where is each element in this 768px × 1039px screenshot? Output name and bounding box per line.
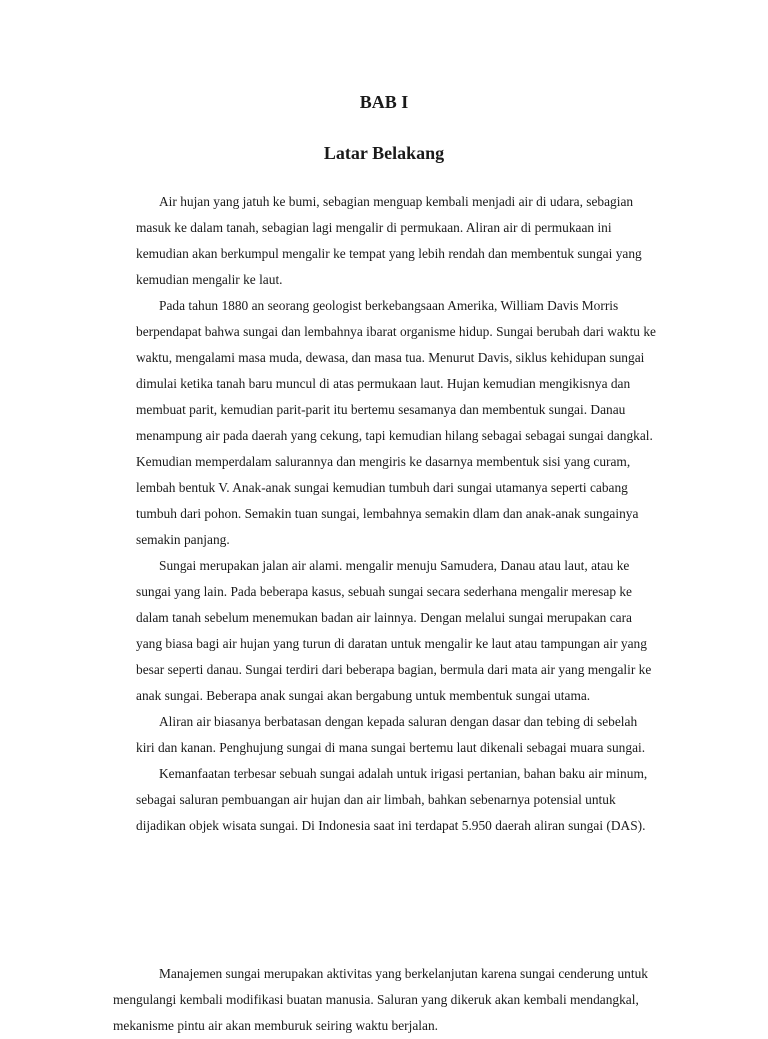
chapter-number: BAB I bbox=[359, 92, 409, 112]
paragraph-5: Kemanfaatan terbesar sebuah sungai adalah untuk irigasi pertanian, bahan baku air minum, sebagai saluran pembuangan air hujan dan air limbah, bahkan sebenarnya potensial untuk dijadikan objek wisata sungai. Di Indonesia saat ini terdapat 5.950 daerah aliran sungai (DAS). bbox=[136, 766, 648, 833]
paragraph-3: Sungai merupakan jalan air alami. mengalir menuju Samudera, Danau atau laut, atau ke sungai yang lain. Pada beberapa kasus, sebuah sungai secara sederhana mengalir meresap ke dalam tanah sebelum menemukan badan air lainnya. Dengan melalui sungai merupakan cara yang biasa bagi air hujan yang turun di daratan untuk mengalir ke laut atau tampungan air yang besar seperti danau. Sungai terdiri dari beberapa bagian, bermula dari mata air yang mengalir ke anak sungai. Beberapa anak sungai akan bergabung untuk membentuk sungai utama. bbox=[136, 558, 652, 703]
paragraph-1: Air hujan yang jatuh ke bumi, sebagian menguap kembali menjadi air di udara, sebagian masuk ke dalam tanah, sebagian lagi mengalir di permukaan. Aliran air di permukaan ini kemudian akan berkumpul mengalir ke tempat yang lebih rendah dan membentuk sungai yang kemudian mengalir ke laut. bbox=[136, 194, 642, 287]
section-heading: Latar Belakang bbox=[323, 143, 445, 163]
paragraph-6: Manajemen sungai merupakan aktivitas yang berkelanjutan karena sungai cenderung untuk mengulangi kembali modifikasi buatan manusia. Saluran yang dikeruk akan kembali mendangkal, mekanisme pintu air akan memburuk seiring waktu berjalan. bbox=[113, 966, 648, 1033]
paragraph-4: Aliran air biasanya berbatasan dengan kepada saluran dengan dasar dan tebing di sebelah kiri dan kanan. Penghujung sungai di mana sungai bertemu laut dikenali sebagai muara sungai. bbox=[136, 714, 646, 755]
body-text-continued bbox=[113, 961, 653, 1039]
body-text bbox=[136, 189, 656, 839]
paragraph-2: Pada tahun 1880 an seorang geologist berkebangsaan Amerika, William Davis Morris berpendapat bahwa sungai dan lembahnya ibarat organisme hidup. Sungai berubah dari waktu ke waktu, mengalami masa muda, dewasa, dan masa tua. Menurut Davis, siklus kehidupan sungai dimulai ketika tanah baru muncul di atas permukaan laut. Hujan kemudian mengikisnya dan membuat parit, kemudian parit-parit itu bertemu sesamanya dan membentuk sungai. Danau menampung air pada daerah yang cekung, tapi kemudian hilang sebagai sebagai sungai dangkal. Kemudian memperdalam salurannya dan mengiris ke dasarnya membentuk sisi yang curam, lembah bentuk V. Anak-anak sungai kemudian tumbuh dari sungai utamanya seperti cabang tumbuh dari pohon. Semakin tuan sungai, lembahnya semakin dlam dan anak-anak sungainya semakin panjang. bbox=[136, 298, 656, 547]
